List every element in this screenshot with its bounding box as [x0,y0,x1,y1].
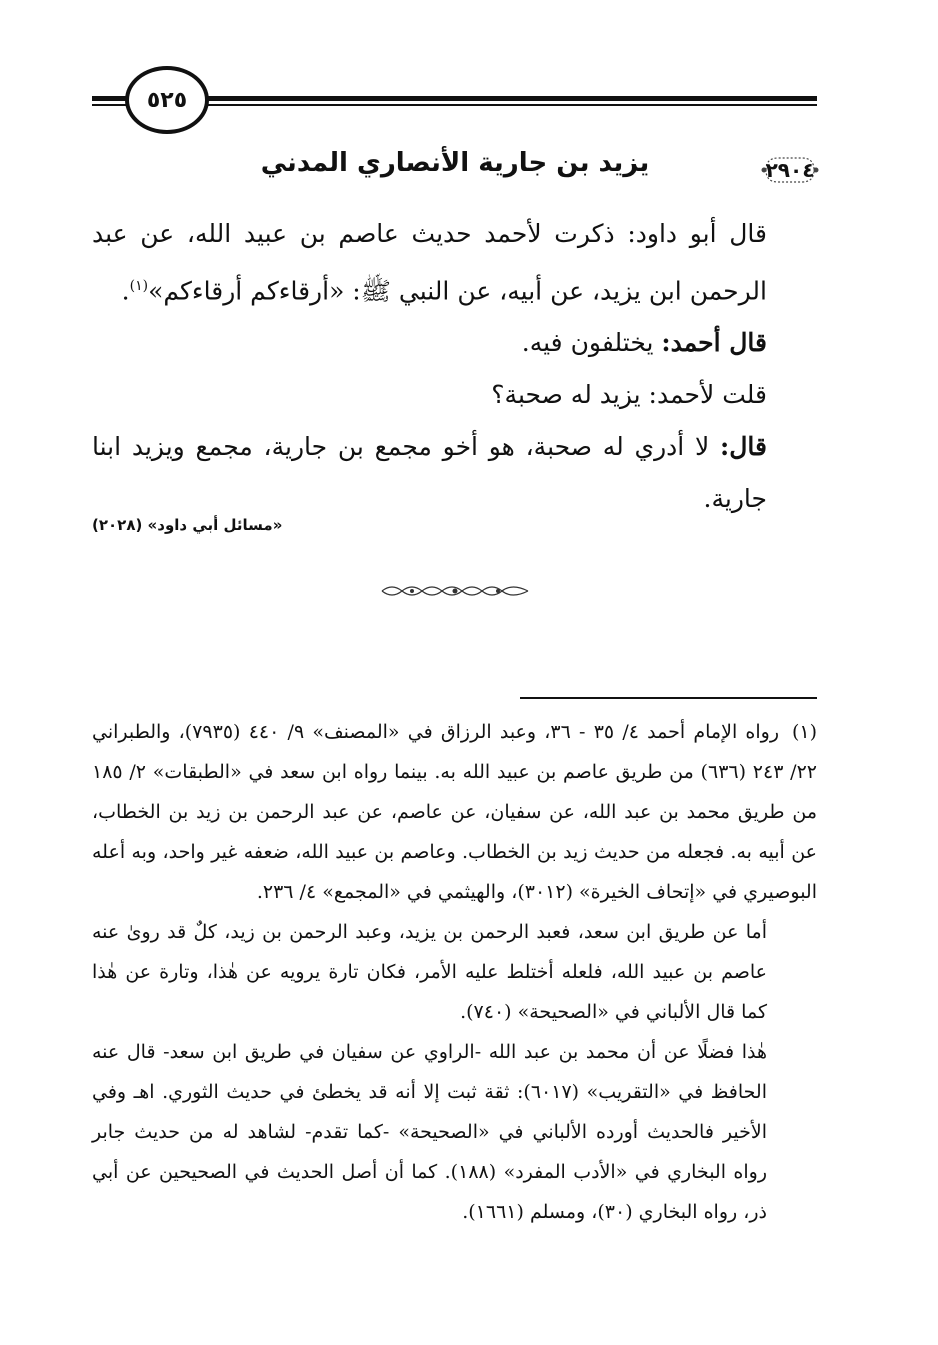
paragraph-text: قال أبو داود: ذكرت لأحمد حديث عاصم بن عبيد الله، عن عبد الرحمن ابن يزيد، عن أبيه، عن النبي ﷺ: «أرقاءكم أرقاءكم» [92,219,767,306]
paragraph-end: . [121,276,130,306]
page-number: ٥٢٥ [125,66,209,134]
footnote [92,712,817,912]
footnote-separator [520,697,817,699]
speaker-label: قال أحمد: [661,328,767,358]
main-text [92,208,817,525]
footnote-reference: (١) [129,278,149,294]
paragraph-text: يختلفون فيه. [521,328,662,358]
entry-title: يزيد بن جارية الأنصاري المدني [260,148,650,178]
paragraph [92,421,817,525]
footnote-marker: (١) [791,721,818,743]
divider-ornament-icon [380,583,530,599]
footnotes [92,712,817,1232]
entry-number: ٢٩٠٤ [765,158,815,182]
footnote-text: رواه الإمام أحمد ٤/ ٣٥ - ٣٦، وعبد الرزاق في «المصنف» ٩/ ٤٤٠ (٧٩٣٥)، والطبراني ٢٢/ ٢٤٣ (٦٣٦) من طريق عاصم بن عبيد الله به. بينما رواه ابن سعد في «الطبقات» ٢/ ١٨٥ من طريق محمد بن عبد الله، عن سفيان، عن عاصم، عن عبد الرحمن بن زيد بن الخطاب، عن أبيه به. فجعله من حديث زيد بن الخطاب. وعاصم بن عبيد الله، ضعفه غير واحد، وبه أعله البوصيري في «إتحاف الخيرة» (٣٠١٢)، والهيثمي في «المجمع» ٤/ ٢٣٦. [92,721,817,903]
paragraph [92,317,817,369]
paragraph [92,208,817,317]
footnote-paragraph: أما عن طريق ابن سعد، فعبد الرحمن بن يزيد، وعبد الرحمن بن زيد، كلٌ قد روىٰ عنه عاصم بن عبيد الله، فلعله أختلط عليه الأمر، فكان تارة يرويه عن هٰذا، وتارة عن هٰذا كما قال الألباني في «الصحيحة» (٧٤٠). [92,921,767,1023]
footnote-paragraph: هٰذا فضلًا عن أن محمد بن عبد الله -الراوي عن سفيان في طريق ابن سعد- قال عنه الحافظ في «التقريب» (٦٠١٧): ثقة ثبت إلا أنه قد يخطئ في حديث الثوري. اهـ وفي الأخير فالحديث أورده الألباني في «الصحيحة» -كما تقدم- لشاهد له من حديث جابر رواه البخاري في «الأدب المفرد» (١٨٨). كما أن أصل الحديث في الصحيحين عن أبي ذر، رواه البخاري (٣٠)، ومسلم (١٦٦١). [92,1041,768,1223]
entry-number-badge [760,150,820,190]
paragraph: قلت لأحمد: يزيد له صحبة؟ [491,380,767,410]
source-reference: «مسائل أبي داود» (٢٠٢٨) [92,516,283,534]
speaker-label: قال: [720,432,767,462]
paragraph-text: لا أدري له صحبة، هو أخو مجمع بن جارية، مجمع ويزيد ابنا جارية. [92,432,767,514]
